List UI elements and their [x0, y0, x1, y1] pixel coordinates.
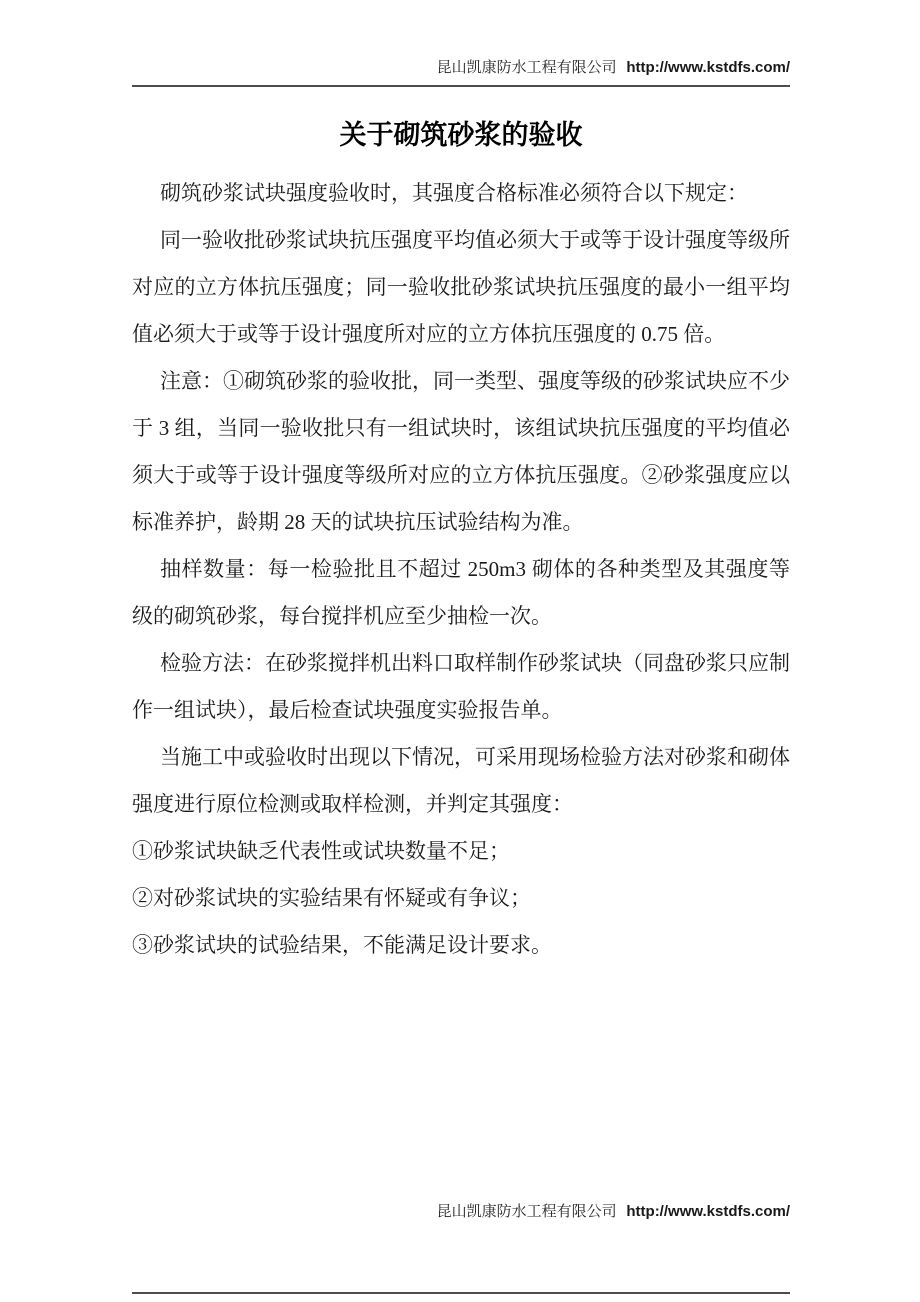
paragraph: 注意：①砌筑砂浆的验收批，同一类型、强度等级的砂浆试块应不少于 3 组，当同一验收批只有一组试块时，该组试块抗压强度的平均值必须大于或等于设计强度等级所对应的立方体抗压强度。②砂浆强度应以标准养护，龄期 28 天的试块抗压试验结构为准。 — [132, 369, 790, 534]
page-header — [132, 56, 790, 87]
footer-url: http://www.kstdfs.com/ — [626, 1203, 790, 1220]
paragraph: 当施工中或验收时出现以下情况，可采用现场检验方法对砂浆和砌体强度进行原位检测或取样检测，并判定其强度： — [132, 745, 790, 816]
footer-company-name: 昆山凯康防水工程有限公司 — [436, 1204, 617, 1220]
footer-rule — [132, 1292, 790, 1294]
paragraph: 砌筑砂浆试块强度验收时，其强度合格标准必须符合以下规定： — [160, 181, 748, 205]
paragraph: ①砂浆试块缺乏代表性或试块数量不足； — [132, 839, 510, 863]
document-body — [132, 170, 790, 969]
paragraph: 抽样数量：每一检验批且不超过 250m3 砌体的各种类型及其强度等级的砌筑砂浆，每台搅拌机应至少抽检一次。 — [132, 557, 790, 628]
header-company-name: 昆山凯康防水工程有限公司 — [436, 60, 617, 76]
paragraph: ③砂浆试块的试验结果，不能满足设计要求。 — [132, 933, 552, 957]
paragraph: ②对砂浆试块的实验结果有怀疑或有争议； — [132, 886, 531, 910]
document-title: 关于砌筑砂浆的验收 — [339, 120, 583, 150]
page-footer — [132, 1200, 790, 1224]
header-url: http://www.kstdfs.com/ — [626, 59, 790, 76]
paragraph: 检验方法：在砂浆搅拌机出料口取样制作砂浆试块（同盘砂浆只应制作一组试块），最后检查试块强度实验报告单。 — [132, 651, 790, 722]
paragraph: 同一验收批砂浆试块抗压强度平均值必须大于或等于设计强度等级所对应的立方体抗压强度；同一验收批砂浆试块抗压强度的最小一组平均值必须大于或等于设计强度所对应的立方体抗压强度的 0.75 倍。 — [132, 228, 790, 346]
